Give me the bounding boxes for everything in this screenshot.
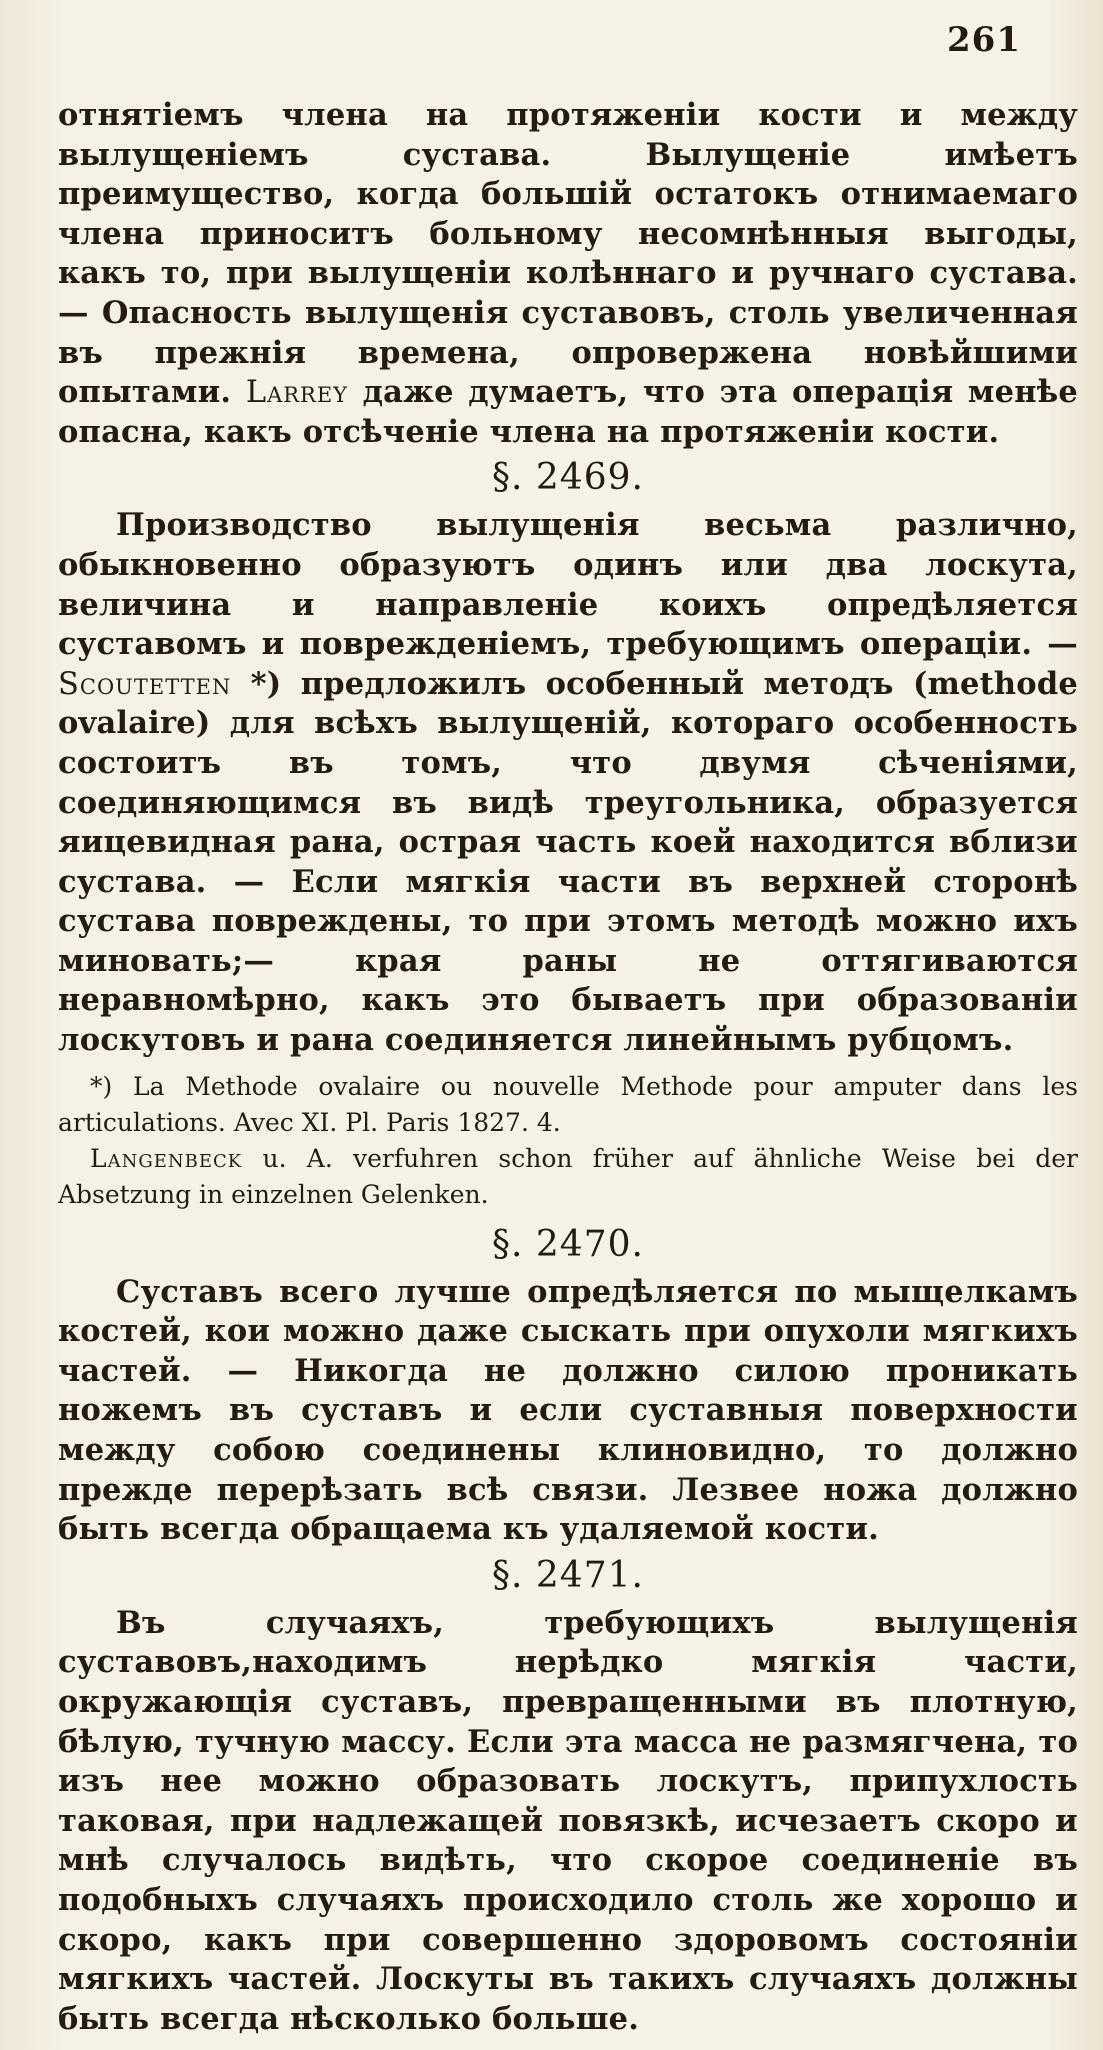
section-2469-text-part1: Производство вылущенія весьма различно, обыкновенно образуютъ одинъ или два лоскута, величина и направленіе коихъ опредѣляется суставомъ и поврежденіемъ, требующимъ операціи. — [58, 507, 1078, 663]
page-content [58, 96, 1078, 2039]
footnote-1: *) La Methode ovalaire ou nouvelle Methode pour amputer dans les articulations. Avec XI. Pl. Paris 1827. 4. [58, 1071, 1078, 1137]
section-2469-paragraph [58, 506, 1078, 1060]
footnote-2 [58, 1141, 1078, 1213]
intro-text-part2: даже думаетъ, что эта операція менѣе опасна, какъ отсѣченіе члена на протяженіи кости. [58, 374, 1078, 450]
section-2471-paragraph: Въ случаяхъ, требующихъ вылущенія суставовъ,находимъ нерѣдко мягкія части, окружающія суставъ, превращенными въ плотную, бѣлую, тучную массу. Если эта масса не размягчена, то изъ нее можно образовать лоскутъ, припухлость таковая, при надлежащей повязкѣ, исчезаетъ скоро и мнѣ случалось видѣть, что скорое соединеніе въ подобныхъ случаяхъ происходило столь же хорошо и скоро, какъ при совершенно здоровомъ состояніи мягкихъ частей. Лоскуты въ такихъ случаяхъ должны быть всегда нѣсколько больше. [58, 1604, 1078, 2037]
author-name-larrey: Larrey [245, 375, 349, 411]
section-heading-2470: §. 2470. [492, 1223, 644, 1265]
intro-text-part1: отнятіемъ члена на протяженіи кости и между вылущеніемъ сустава. Вылущеніе имѣетъ преимущество, когда большій остатокъ отнимаемаго члена приноситъ больному несомнѣнныя выгоды, какъ то, при вылущеніи колѣннаго и ручнаго сустава. — Опасность вылущенія суставовъ, столь увеличенная въ прежнія времена, опровержена новѣйшими опытами. [58, 97, 1078, 411]
footnotes [58, 1069, 1078, 1213]
section-heading-2471: §. 2471. [492, 1554, 644, 1596]
intro-paragraph [58, 96, 1078, 452]
author-name-scoutetten: Scoutetten [58, 666, 232, 702]
section-2469-text-part2: *) предложилъ особенный методъ (methode ovalaire) для всѣхъ вылущеній, котораго особенность состоитъ въ томъ, что двумя сѣченіями, соединяющимся въ видѣ треугольника, образуется яицевидная рана, острая часть коей находится вблизи сустава. — Если мягкія части въ верхней сторонѣ сустава повреждены, то при этомъ методѣ можно ихъ миновать;— края раны не оттягиваются неравномѣрно, какъ это бываетъ при образованіи лоскутовъ и рана соединяется линейнымъ рубцомъ. [58, 665, 1078, 1059]
section-heading-2469: §. 2469. [492, 457, 644, 499]
footnote-2-text: u. A. verfuhren schon früher auf ähnliche Weise bei der Absetzung in einzelnen Gelenken. [58, 1143, 1078, 1209]
author-name-langenbeck: Langenbeck [90, 1143, 243, 1173]
page-number: 261 [947, 20, 1021, 60]
section-2470-paragraph: Суставъ всего лучше опредѣляется по мыщелкамъ костей, кои можно даже сыскать при опухоли мягкихъ частей. — Никогда не должно силою проникать ножемъ въ суставъ и если суставныя поверхности между собою соединены клиновидно, то должно прежде перерѣзать всѣ связи. Лезвее ножа должно быть всегда обращаема къ удаляемой кости. [58, 1273, 1078, 1548]
